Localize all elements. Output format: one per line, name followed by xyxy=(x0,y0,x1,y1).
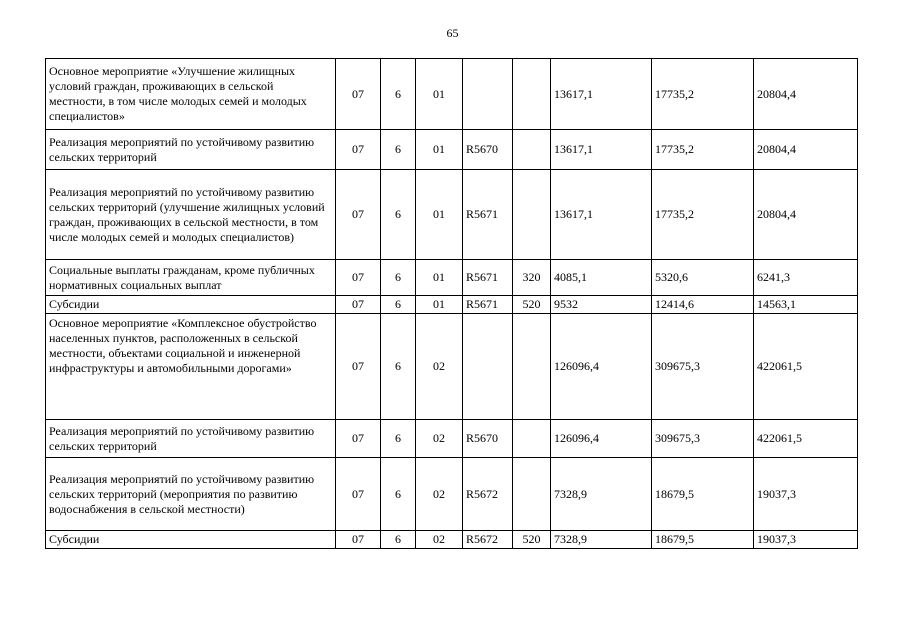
amount-year2-cell: 5320,6 xyxy=(652,260,754,296)
table-row xyxy=(46,260,858,296)
subprogram-cell: 01 xyxy=(416,296,463,314)
amount-year3-cell: 20804,4 xyxy=(754,130,858,170)
section-cell: 07 xyxy=(336,420,381,458)
table-row xyxy=(46,296,858,314)
table-row xyxy=(46,170,858,260)
program-cell: 6 xyxy=(381,260,416,296)
amount-year1-cell: 4085,1 xyxy=(551,260,652,296)
program-cell: 6 xyxy=(381,458,416,531)
row-name-cell: Реализация мероприятий по устойчивому развитию сельских территорий (мероприятия по развитию водоснабжения в сельской местности) xyxy=(46,458,336,531)
row-name-cell: Субсидии xyxy=(46,531,336,549)
table-row xyxy=(46,458,858,531)
subprogram-cell: 02 xyxy=(416,458,463,531)
subprogram-cell: 01 xyxy=(416,170,463,260)
amount-year3-cell: 6241,3 xyxy=(754,260,858,296)
program-cell: 6 xyxy=(381,420,416,458)
amount-year2-cell: 17735,2 xyxy=(652,170,754,260)
row-name-cell: Реализация мероприятий по устойчивому развитию сельских территорий xyxy=(46,130,336,170)
amount-year1-cell: 126096,4 xyxy=(551,420,652,458)
row-name-cell: Реализация мероприятий по устойчивому развитию сельских территорий (улучшение жилищных условий граждан, проживающих в сельской местности, в том числе молодых семей и молодых специалистов) xyxy=(46,170,336,260)
program-cell: 6 xyxy=(381,314,416,420)
row-name-cell: Основное мероприятие «Комплексное обустройство населенных пунктов, расположенных в сельской местности, объектами социальной и инженерной инфраструктуры и автомобильными дорогами» xyxy=(46,314,336,420)
expense-type-cell xyxy=(513,59,551,130)
amount-year3-cell: 422061,5 xyxy=(754,314,858,420)
amount-year3-cell: 19037,3 xyxy=(754,458,858,531)
expense-type-cell xyxy=(513,314,551,420)
amount-year2-cell: 17735,2 xyxy=(652,59,754,130)
expense-type-cell: 320 xyxy=(513,260,551,296)
subprogram-cell: 01 xyxy=(416,260,463,296)
subprogram-cell: 02 xyxy=(416,531,463,549)
amount-year3-cell: 14563,1 xyxy=(754,296,858,314)
expense-type-cell xyxy=(513,458,551,531)
target-item-cell: R5670 xyxy=(463,130,513,170)
page-number: 65 xyxy=(446,26,459,40)
amount-year2-cell: 18679,5 xyxy=(652,458,754,531)
row-name-cell: Социальные выплаты гражданам, кроме публичных нормативных социальных выплат xyxy=(46,260,336,296)
amount-year1-cell: 126096,4 xyxy=(551,314,652,420)
expense-type-cell xyxy=(513,170,551,260)
expense-type-cell: 520 xyxy=(513,531,551,549)
amount-year3-cell: 20804,4 xyxy=(754,170,858,260)
target-item-cell xyxy=(463,314,513,420)
table-row xyxy=(46,420,858,458)
program-cell: 6 xyxy=(381,531,416,549)
target-item-cell: R5672 xyxy=(463,531,513,549)
expense-type-cell: 520 xyxy=(513,296,551,314)
table-row xyxy=(46,59,858,130)
section-cell: 07 xyxy=(336,314,381,420)
section-cell: 07 xyxy=(336,458,381,531)
row-name-cell: Реализация мероприятий по устойчивому развитию сельских территорий xyxy=(46,420,336,458)
amount-year1-cell: 7328,9 xyxy=(551,458,652,531)
amount-year2-cell: 309675,3 xyxy=(652,420,754,458)
subprogram-cell: 01 xyxy=(416,130,463,170)
program-cell: 6 xyxy=(381,59,416,130)
section-cell: 07 xyxy=(336,531,381,549)
table-row xyxy=(46,531,858,549)
amount-year1-cell: 13617,1 xyxy=(551,130,652,170)
subprogram-cell: 02 xyxy=(416,314,463,420)
program-cell: 6 xyxy=(381,296,416,314)
program-cell: 6 xyxy=(381,130,416,170)
amount-year2-cell: 18679,5 xyxy=(652,531,754,549)
amount-year1-cell: 13617,1 xyxy=(551,170,652,260)
amount-year3-cell: 422061,5 xyxy=(754,420,858,458)
target-item-cell: R5671 xyxy=(463,260,513,296)
row-name-cell: Основное мероприятие «Улучшение жилищных условий граждан, проживающих в сельской местности, в том числе молодых семей и молодых специалистов» xyxy=(46,59,336,130)
expense-type-cell xyxy=(513,420,551,458)
amount-year2-cell: 17735,2 xyxy=(652,130,754,170)
target-item-cell: R5670 xyxy=(463,420,513,458)
amount-year2-cell: 12414,6 xyxy=(652,296,754,314)
subprogram-cell: 02 xyxy=(416,420,463,458)
amount-year1-cell: 7328,9 xyxy=(551,531,652,549)
section-cell: 07 xyxy=(336,130,381,170)
program-cell: 6 xyxy=(381,170,416,260)
row-name-cell: Субсидии xyxy=(46,296,336,314)
expense-type-cell xyxy=(513,130,551,170)
target-item-cell: R5671 xyxy=(463,170,513,260)
section-cell: 07 xyxy=(336,59,381,130)
section-cell: 07 xyxy=(336,170,381,260)
subprogram-cell: 01 xyxy=(416,59,463,130)
amount-year1-cell: 9532 xyxy=(551,296,652,314)
amount-year1-cell: 13617,1 xyxy=(551,59,652,130)
target-item-cell: R5672 xyxy=(463,458,513,531)
amount-year3-cell: 19037,3 xyxy=(754,531,858,549)
amount-year3-cell: 20804,4 xyxy=(754,59,858,130)
table-row xyxy=(46,130,858,170)
amount-year2-cell: 309675,3 xyxy=(652,314,754,420)
section-cell: 07 xyxy=(336,260,381,296)
target-item-cell xyxy=(463,59,513,130)
table-row xyxy=(46,314,858,420)
budget-table xyxy=(45,58,858,549)
target-item-cell: R5671 xyxy=(463,296,513,314)
section-cell: 07 xyxy=(336,296,381,314)
